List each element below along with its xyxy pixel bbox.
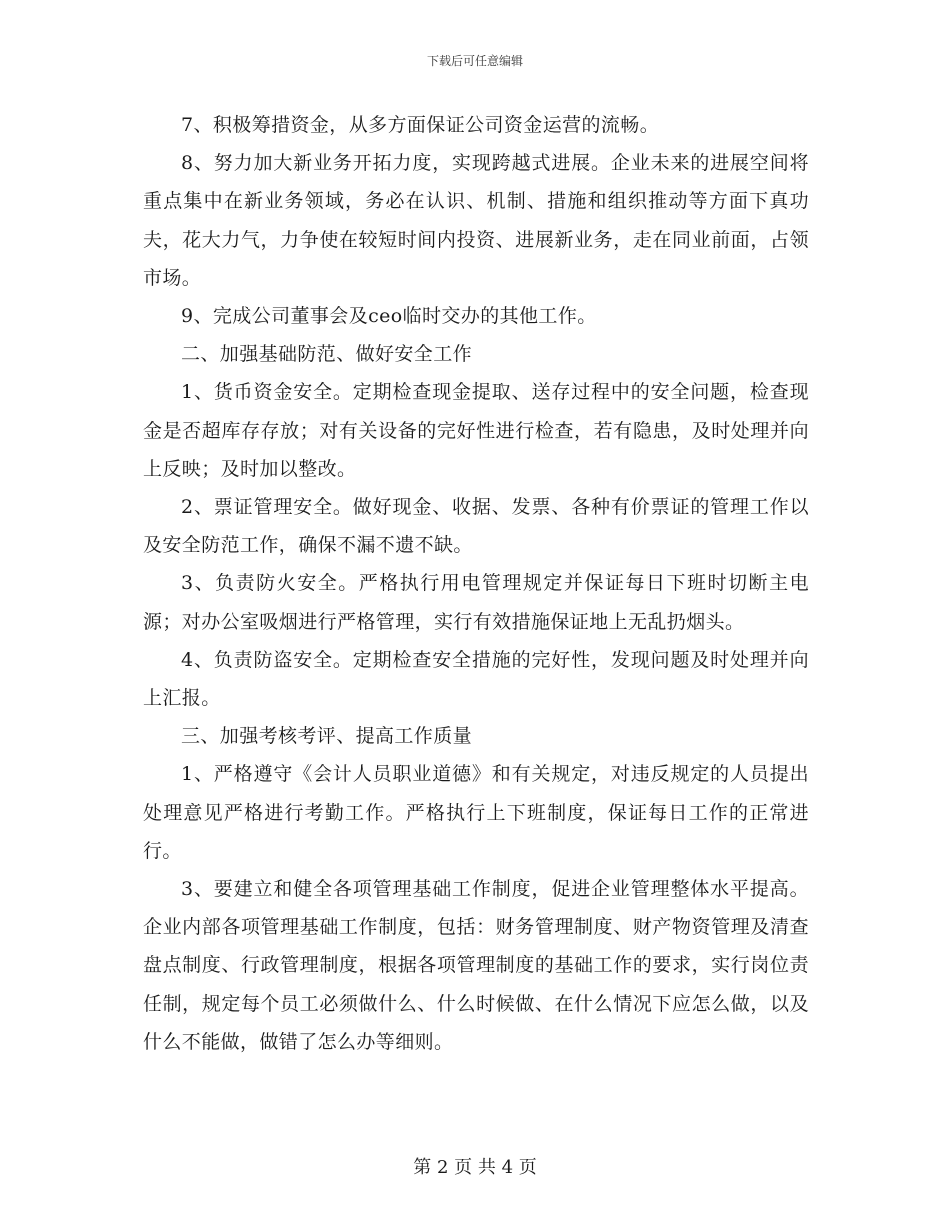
paragraph-8-new-business: 8、努力加大新业务开拓力度，实现跨越式进展。企业未来的进展空间将重点集中在新业务领域，务必在认识、机制、措施和组织推动等方面下真功夫，花大力气，力争使在较短时间内投资、进展新业务，走在同业前面，占领市场。 (143, 152, 809, 289)
document-body (143, 106, 809, 1061)
paragraph-7-funding: 7、积极筹措资金，从多方面保证公司资金运营的流畅。 (181, 114, 660, 136)
paragraph-ethics-attendance: 1、严格遵守《会计人员职业道德》和有关规定，对违反规定的人员提出处理意见严格进行考勤工作。严格执行上下班制度，保证每日工作的正常进行。 (143, 763, 809, 862)
paragraph-voucher-safety: 2、票证管理安全。做好现金、收据、发票、各种有价票证的管理工作以及安全防范工作，确保不漏不遗不缺。 (143, 496, 809, 557)
paragraph-management-systems: 3、要建立和健全各项管理基础工作制度，促进企业管理整体水平提高。企业内部各项管理基础工作制度，包括：财务管理制度、财产物资管理及清查盘点制度、行政管理制度，根据各项管理制度的基础工作的要求，实行岗位责任制，规定每个员工必须做什么、什么时候做、在什么情况下应怎么做，以及什么不能做，做错了怎么办等细则。 (143, 878, 809, 1053)
section-heading-safety: 二、加强基础防范、做好安全工作 (181, 343, 473, 366)
section-heading-assessment: 三、加强考核考评、提高工作质量 (181, 725, 473, 748)
paragraph-cash-safety: 1、货币资金安全。定期检查现金提取、送存过程中的安全问题，检查现金是否超库存存放；对有关设备的完好性进行检查，若有隐患，及时处理并向上反映；及时加以整改。 (143, 381, 809, 480)
paragraph-9-other-work: 9、完成公司董事会及ceo临时交办的其他工作。 (181, 305, 597, 328)
page-footer: 第 2 页 共 4 页 (413, 1157, 537, 1178)
paragraph-theft-safety: 4、负责防盗安全。定期检查安全措施的完好性，发现问题及时处理并向上汇报。 (143, 648, 809, 710)
page-header: 下载后可任意编辑 (426, 54, 523, 68)
paragraph-fire-safety: 3、负责防火安全。严格执行用电管理规定并保证每日下班时切断主电源；对办公室吸烟进行严格管理，实行有效措施保证地上无乱扔烟头。 (143, 572, 809, 633)
